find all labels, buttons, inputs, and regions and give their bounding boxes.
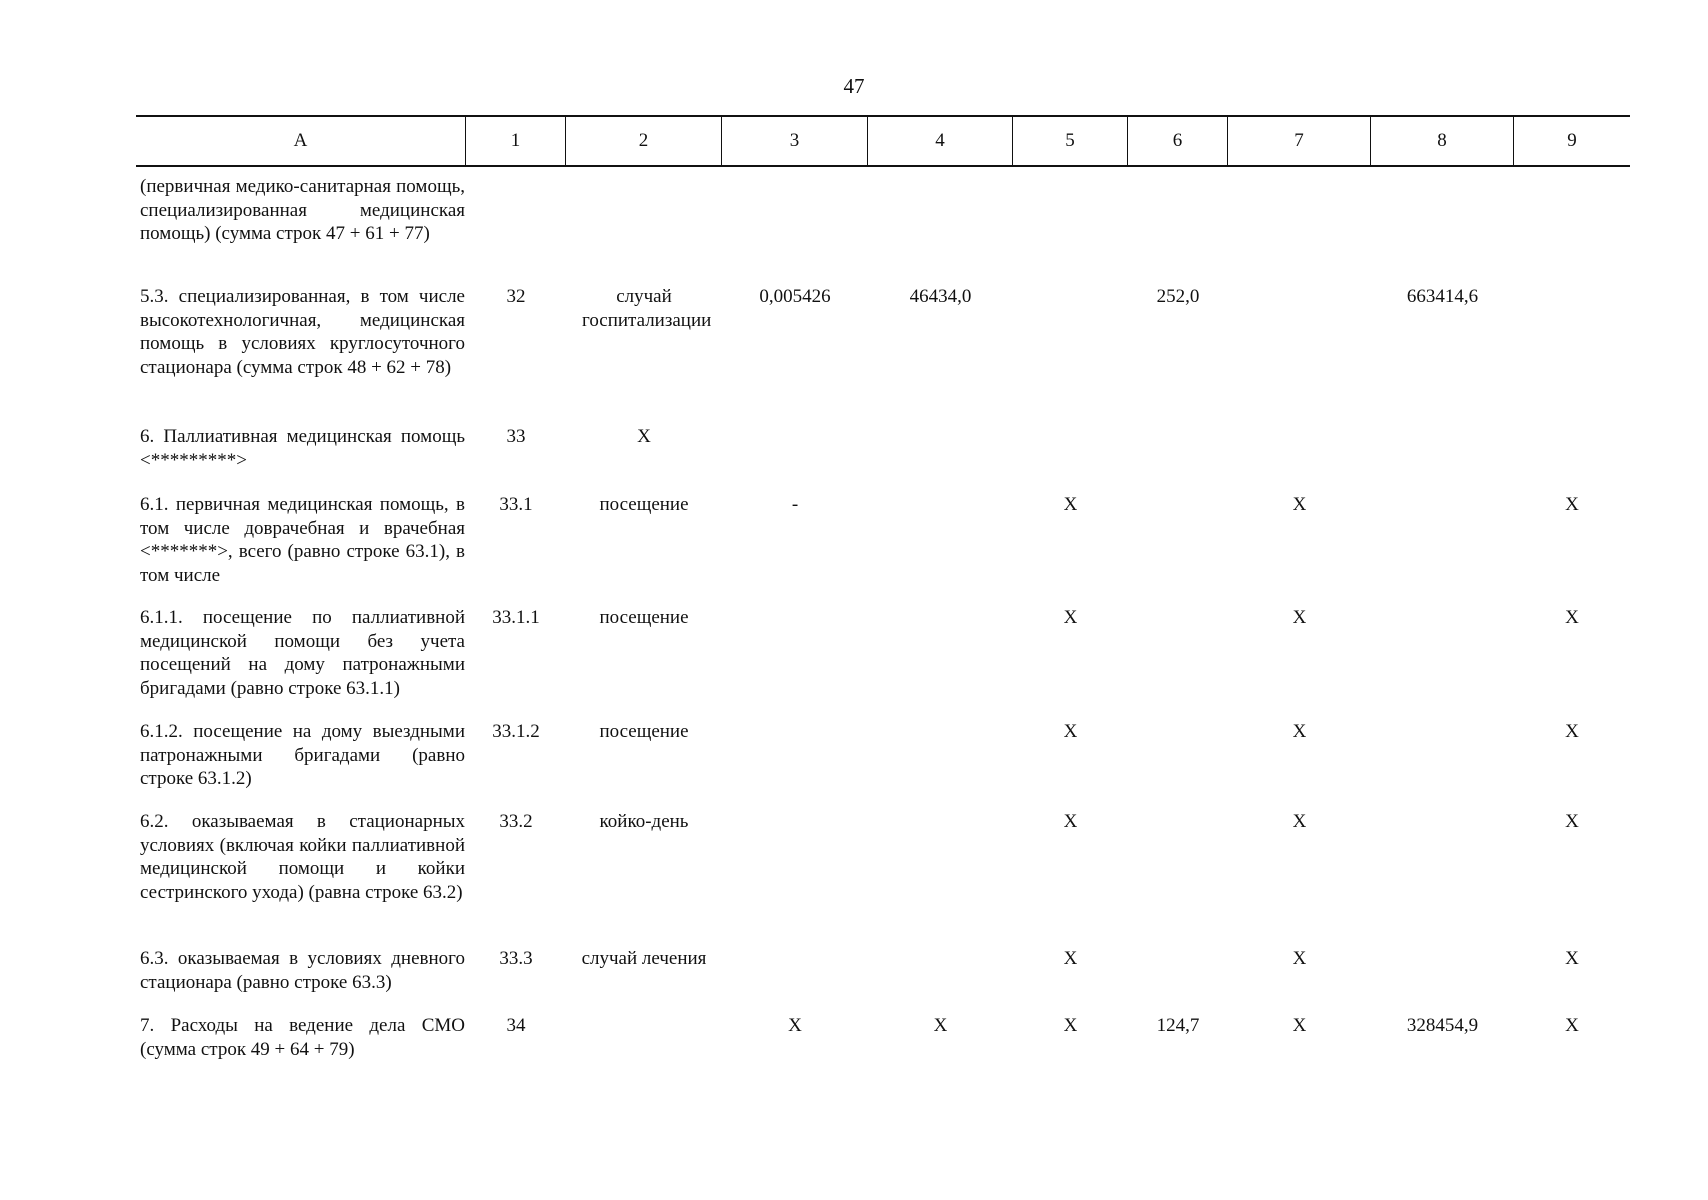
row-col-9: X — [1565, 494, 1579, 515]
header-col-3: 3 — [722, 117, 868, 165]
page-number: 47 — [843, 74, 865, 98]
row-unit: случай лечения — [581, 948, 707, 969]
row-col-7: X — [1292, 494, 1307, 515]
row-col-5: X — [1063, 948, 1078, 969]
row-description: 6.1. первичная медицинская помощь, в том числе доврачебная и врачебная <*******>, всего (равно строке 63.1), в том числе — [140, 494, 465, 586]
row-unit: посещение — [599, 607, 689, 628]
row-code: 32 — [506, 286, 526, 307]
row-col-6: 252,0 — [1156, 286, 1200, 307]
row-col-7: X — [1292, 721, 1307, 742]
row-col-9: X — [1565, 721, 1579, 742]
row-code: 33.1.2 — [492, 721, 540, 742]
row-code: 33.1.1 — [492, 607, 540, 628]
header-col-4: 4 — [868, 117, 1013, 165]
row-col-9: X — [1565, 811, 1579, 832]
header-col-7: 7 — [1228, 117, 1371, 165]
row-unit: посещение — [599, 494, 689, 515]
row-col-4: 46434,0 — [909, 286, 972, 307]
row-col-7: X — [1292, 1015, 1307, 1036]
row-col-5: X — [1063, 1015, 1078, 1036]
row-col-7: X — [1292, 607, 1307, 628]
row-description: 7. Расходы на ведение дела СМО (сумма строк 49 + 64 + 79) — [140, 1015, 465, 1060]
row-description: 6.2. оказываемая в стационарных условиях (включая койки паллиативной медицинской помощи и койки сестринского ухода) (равна строке 63.2) — [140, 811, 465, 903]
row-col-3: X — [788, 1015, 802, 1036]
row-col-5: X — [1063, 494, 1078, 515]
row-col-5: X — [1063, 721, 1078, 742]
header-col-8: 8 — [1371, 117, 1514, 165]
header-col-2: 2 — [566, 117, 722, 165]
row-col-8: 328454,9 — [1406, 1015, 1479, 1036]
table-header — [136, 115, 1630, 167]
row-code: 33.2 — [499, 811, 533, 832]
header-col-1: 1 — [466, 117, 566, 165]
row-unit: койко-день — [599, 811, 689, 832]
row-col-5: X — [1063, 607, 1078, 628]
header-col-6: 6 — [1128, 117, 1228, 165]
row-unit: случай госпитализации — [582, 286, 712, 331]
row-unit: X — [637, 426, 651, 447]
row-code: 33.1 — [499, 494, 533, 515]
row-col-9: X — [1565, 948, 1579, 969]
row-unit: посещение — [599, 721, 689, 742]
row-col-8: 663414,6 — [1406, 286, 1479, 307]
row-description: 5.3. специализированная, в том числе высокотехнологичная, медицинская помощь в условиях круглосуточного стационара (сумма строк 48 + 62 + 78) — [140, 286, 465, 378]
row-code: 33 — [506, 426, 526, 447]
row-col-6: 124,7 — [1156, 1015, 1200, 1036]
row-code: 33.3 — [499, 948, 533, 969]
row-description: (первичная медико-санитарная помощь, специализированная медицинская помощь) (сумма строк 47 + 61 + 77) — [140, 176, 465, 244]
row-col-5: X — [1063, 811, 1078, 832]
row-col-3: 0,005426 — [759, 286, 831, 307]
row-description: 6. Паллиативная медицинская помощь <*********> — [140, 426, 465, 471]
row-col-4: X — [933, 1015, 948, 1036]
row-description: 6.1.1. посещение по паллиативной медицинской помощи без учета посещений на дому патронажными бригадами (равно строке 63.1.1) — [140, 607, 465, 699]
row-col-3: - — [791, 494, 799, 515]
header-col-5: 5 — [1013, 117, 1128, 165]
row-col-9: X — [1565, 1015, 1579, 1036]
row-description: 6.3. оказываемая в условиях дневного стационара (равно строке 63.3) — [140, 948, 465, 993]
header-col-a: А — [136, 117, 466, 165]
header-col-9: 9 — [1567, 130, 1577, 151]
row-col-7: X — [1292, 811, 1307, 832]
row-col-9: X — [1565, 607, 1579, 628]
row-code: 34 — [506, 1015, 526, 1036]
row-col-7: X — [1292, 948, 1307, 969]
row-description: 6.1.2. посещение на дому выездными патронажными бригадами (равно строке 63.1.2) — [140, 721, 465, 789]
